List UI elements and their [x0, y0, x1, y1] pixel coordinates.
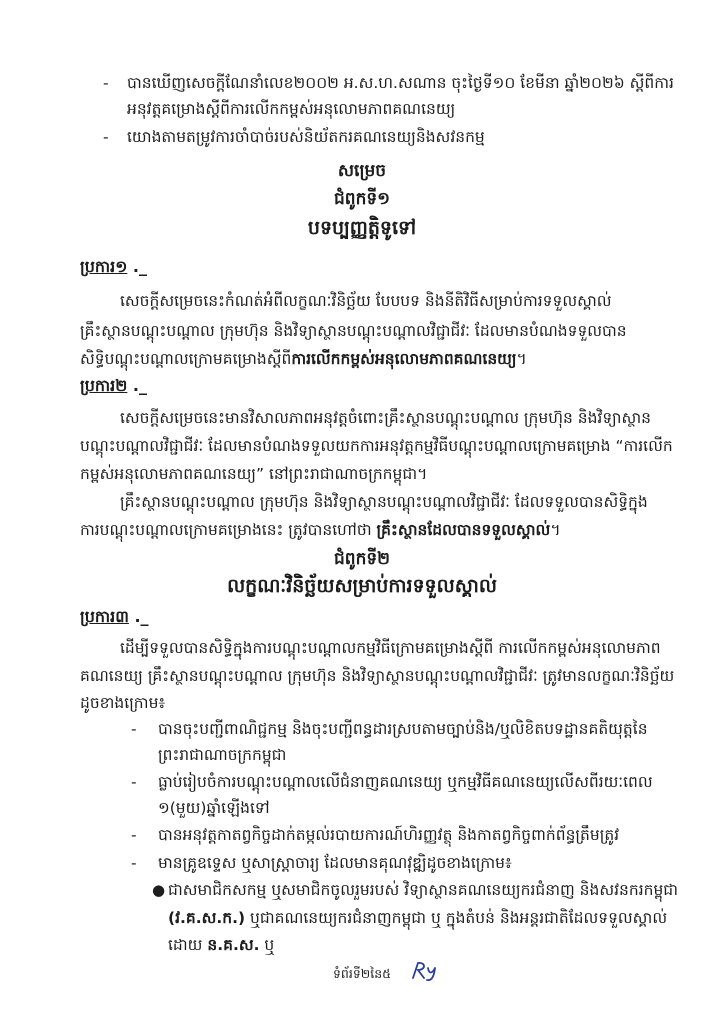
- bullet-text: បានឃើញសេចក្ដីណែនាំលេខ២០០២ អ.ស.ហ.សណាន ចុះថ្ងៃទី១០ ខែមីនា ឆ្នាំ២០២៦ ស្ដីពីការ: [127, 74, 674, 92]
- bullet-dash: -: [103, 128, 109, 146]
- article1-line: សេចក្ដីសម្រេចនេះកំណត់អំពីលក្ខណៈវិនិច្ឆ័យ បែបបទ និងនីតិវិធីសម្រាប់ការទទួលស្គាល់: [120, 292, 612, 310]
- article2-line: ការបណ្ដុះបណ្ដាលក្រោមគម្រោងនេះ ត្រូវបានហៅថា គ្រឹះស្ថានដែលបានទទួលស្គាល់។: [80, 521, 561, 539]
- article2-line: កម្ពស់អនុលោមភាពគណនេយ្យ” នៅព្រះរាជាណាចក្រកម្ពុជា។: [80, 465, 428, 483]
- article-suffix: ._: [128, 607, 149, 626]
- bullet-dash: -: [131, 720, 137, 738]
- article1-heading: [80, 257, 147, 277]
- criteria-text: ១(មួយ)ឆ្នាំឡើងទៅ: [158, 799, 270, 817]
- article1-line: គ្រឹះស្ថានបណ្ដុះបណ្ដាល ក្រុមហ៊ុន និងវិទ្យាស្ថានបណ្ដុះបណ្ដាលវិជ្ជាជីវៈ ដែលមានបំណងទទួលបាន: [80, 322, 627, 340]
- article3-heading: [80, 607, 149, 627]
- article2-line: សេចក្ដីសម្រេចនេះមានវិសាលភាពអនុវត្តចំពោះគ្រឹះស្ថានបណ្ដុះបណ្ដាល ក្រុមហ៊ុន និងវិទ្យាស្ថាន: [120, 409, 652, 427]
- bold-term: ការលើកកម្ពស់អនុលោមភាពគណនេយ្យ: [291, 350, 517, 368]
- article3-line: គណនេយ្យ គ្រឹះស្ថានបណ្ដុះបណ្ដាល ក្រុមហ៊ុន និងវិទ្យាស្ថានបណ្ដុះបណ្ដាលវិជ្ជាជីវៈ ត្រូវមានលក្ខណៈវិនិច្ឆ័យ: [80, 667, 675, 685]
- criteria-text: បានចុះបញ្ជីពាណិជ្ជកម្ម និងចុះបញ្ជីពន្ធដារស្របតាមច្បាប់និង/ឬលិខិតបទដ្ឋានគតិយុត្តនៃ: [158, 720, 648, 738]
- criteria-text: បានអនុវត្តកាតព្វកិច្ចដាក់តម្កល់របាយការណ៍ហិរញ្ញវត្ថុ និងកាតព្វកិច្ចពាក់ព័ន្ធត្រឹមត្រូវ: [158, 826, 620, 844]
- bold-term: (វ.គ.ស.ក.): [168, 909, 246, 927]
- bullet-text: អនុវត្តគម្រោងស្ដីពីការលើកកម្ពស់អនុលោមភាពគណនេយ្យ: [127, 100, 456, 118]
- sub-criteria-text: ជាសមាជិកសកម្ម ឬសមាជិកចូលរួមរបស់ វិទ្យាស្ថានគណនេយ្យករជំនាញ និងសវនករកម្ពុជា: [168, 881, 679, 899]
- decision-title: សម្រេច: [337, 161, 387, 181]
- criteria-text: ធ្លាប់រៀបចំការបណ្ដុះបណ្ដាលលើជំនាញគណនេយ្យ ឬកម្មវិធីគណនេយ្យលើសពីរយៈពេល: [158, 773, 653, 791]
- chapter2-title: ជំពូកទី២: [333, 549, 391, 569]
- chapter2-subtitle: លក្ខណៈវិនិច្ឆ័យសម្រាប់ការទទួលស្គាល់: [227, 575, 497, 597]
- bullet-dash: -: [131, 773, 137, 791]
- sub-criteria-text: ដោយ ន.គ.ស. ឬ: [168, 936, 275, 954]
- bullet-text: យោងតាមតម្រូវការចាំបាច់របស់និយ័តករគណនេយ្យនិងសវនកម្ម: [127, 128, 485, 146]
- bullet-dash: -: [103, 74, 109, 92]
- article-label: ប្រការ២: [80, 376, 128, 395]
- criteria-text: ព្រះរាជាណាចក្រកម្ពុជា: [158, 746, 287, 764]
- article2-line: គ្រឹះស្ថានបណ្ដុះបណ្ដាល ក្រុមហ៊ុន និងវិទ្យាស្ថានបណ្ដុះបណ្ដាលវិជ្ជាជីវៈ ដែលទទួលបានសិទ្ធិក្នុង: [120, 493, 648, 511]
- bullet-dot-icon: ●: [152, 881, 166, 899]
- criteria-text: មានគ្រូឧទ្ទេស ឬសាស្ត្រាចារ្យ ដែលមានគុណវុឌ្ឍិដូចខាងក្រោម៖: [158, 854, 512, 872]
- article3-line: ដើម្បីទទួលបានសិទ្ធិក្នុងការបណ្ដុះបណ្ដាលកម្មវិធីក្រោមគម្រោងស្ដីពី ការលើកកម្ពស់អនុលោមភាព: [120, 639, 661, 657]
- bullet-dash: -: [131, 854, 137, 872]
- article-label: ប្រការ៣: [80, 607, 129, 626]
- chapter1-title: ជំពូកទី១: [333, 189, 391, 209]
- article2-line: បណ្ដុះបណ្ដាលវិជ្ជាជីវៈ ដែលមានបំណងទទួលយកការអនុវត្តកម្មវិធីបណ្ដុះបណ្ដាលក្រោមគម្រោង “ការលើក: [80, 437, 673, 455]
- article-label: ប្រការ១: [80, 257, 128, 276]
- article-suffix: ._: [127, 257, 147, 276]
- article1-line: សិទ្ធិបណ្ដុះបណ្ដាលក្រោមគម្រោងស្ដីពីការលើកកម្ពស់អនុលោមភាពគណនេយ្យ។: [80, 350, 527, 368]
- article2-heading: [80, 376, 147, 396]
- bold-term: ន.គ.ស.: [207, 936, 260, 954]
- sub-criteria-text: (វ.គ.ស.ក.) ឬជាគណនេយ្យករជំនាញកម្ពុជា ឬ ក្នុងតំបន់ និងអន្តរជាតិដែលទទួលស្គាល់: [168, 909, 668, 927]
- bold-term: គ្រឹះស្ថានដែលបានទទួលស្គាល់: [376, 521, 551, 539]
- article-suffix: ._: [127, 376, 147, 395]
- article3-line: ដូចខាងក្រោម៖: [80, 694, 166, 712]
- initials-signature: [410, 960, 448, 982]
- page-number: ទំព័រទី២នៃ៥: [333, 966, 391, 981]
- chapter1-subtitle: បទប្បញ្ញត្តិទូទៅ: [307, 217, 417, 239]
- bullet-dash: -: [131, 826, 137, 844]
